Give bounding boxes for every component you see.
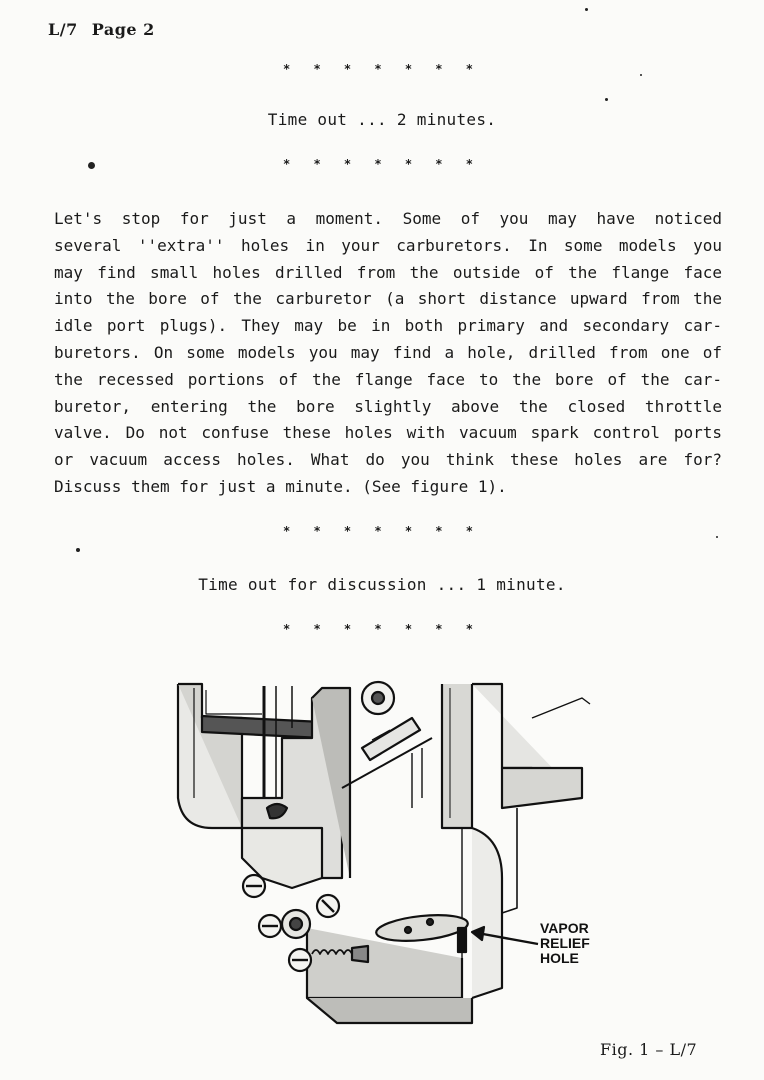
paragraph-line: several ''extra'' holes in your carburetors. In some models you — [54, 235, 722, 255]
paragraph-line: Let's stop for just a moment. Some of you may have noticed — [54, 209, 722, 228]
star-separator-3: * * * * * * * — [283, 524, 481, 538]
paragraph-line: valve. Do not confuse these holes with vacuum spark control ports — [54, 423, 722, 443]
body-paragraph — [54, 206, 722, 501]
lesson-label: L/7 — [48, 20, 78, 39]
star-separator-2: * * * * * * * — [283, 157, 481, 171]
paragraph-line: buretor, entering the bore slightly above the closed throttle — [54, 396, 722, 416]
paragraph-line: Discuss them for just a minute. (See figure 1). — [54, 476, 507, 496]
page-number: Page 2 — [91, 20, 155, 39]
paragraph-line: buretors. On some models you may find a hole, drilled from one of — [54, 342, 722, 362]
paragraph-line: idle port plugs). They may be in both primary and secondary car- — [54, 316, 722, 336]
paragraph-line: into the bore of the carburetor (a short distance upward from the — [54, 289, 722, 309]
vapor-relief-label — [540, 920, 590, 966]
carburetor-drawing — [178, 682, 590, 1023]
paragraph-line: or vacuum access holes. What do you think these holes are for? — [54, 450, 722, 470]
scan-speck — [88, 162, 95, 169]
figure-label-line-2: RELIEF — [540, 935, 590, 951]
scan-speck — [585, 8, 588, 11]
figure-label-line-1: VAPOR — [540, 920, 589, 936]
carburetor-illustration — [172, 678, 592, 1034]
star-separator-1: * * * * * * * — [283, 62, 481, 76]
timeout-note-1: Time out ... 2 minutes. — [267, 110, 497, 129]
scan-speck — [640, 74, 642, 76]
page-header — [48, 20, 155, 39]
paragraph-line: may find small holes drilled from the outside of the flange face — [54, 262, 722, 282]
star-separator-4: * * * * * * * — [283, 622, 481, 636]
scan-speck — [716, 536, 718, 538]
scan-speck — [76, 548, 80, 552]
paragraph-line: the recessed portions of the flange face to the bore of the car- — [54, 369, 722, 389]
figure-caption: Fig. 1 – L/7 — [600, 1040, 698, 1059]
figure-label-line-3: HOLE — [540, 950, 579, 966]
timeout-note-2: Time out for discussion ... 1 minute. — [198, 575, 566, 594]
scan-speck — [605, 98, 608, 101]
